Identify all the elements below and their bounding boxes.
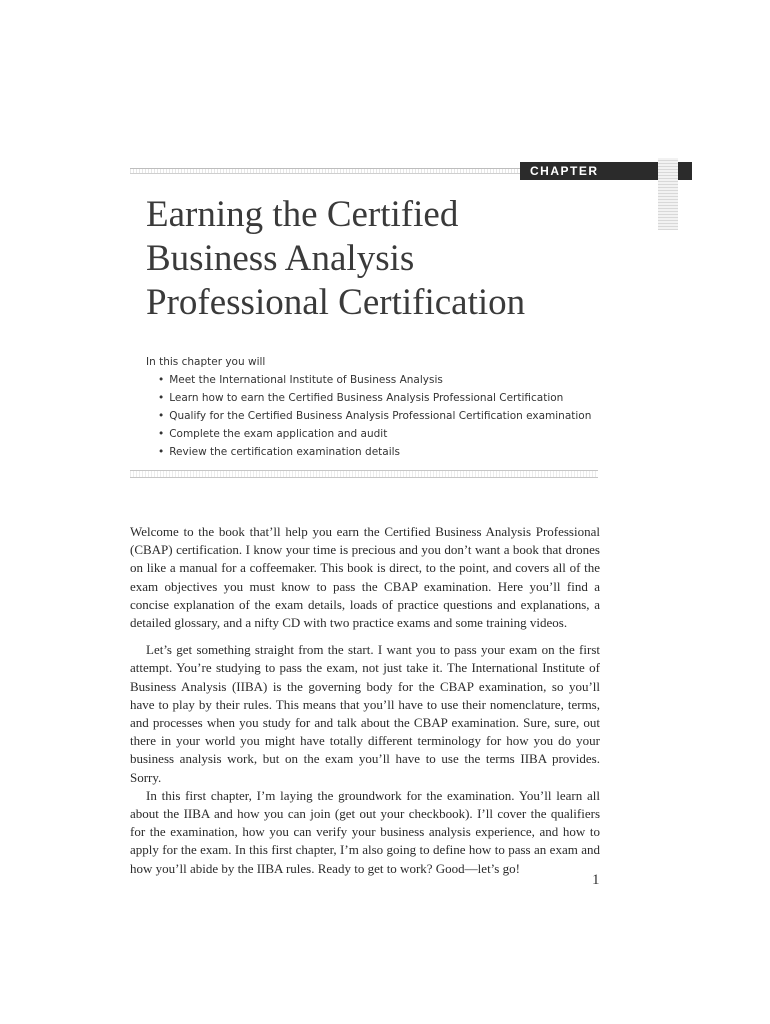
chapter-header-rule: [130, 168, 520, 174]
objective-item: • Learn how to earn the Certified Business Analysis Professional Certification: [158, 389, 606, 407]
objective-item: • Qualify for the Certified Business Analysis Professional Certification examination: [158, 407, 606, 425]
body-paragraph-1: Welcome to the book that’ll help you earn the Certified Business Analysis Professional (CBAP) certification. I know your time is precious and you don’t want a book that drones on like a manual for a coffeemaker. This book is direct, to the point, and covers all of the exam objectives you must know to pass the CBAP examination. Here you’ll find a concise explanation of the exam details, loads of practice questions and explanations, a detailed glossary, and a nifty CD with two practice exams and some training videos.: [130, 524, 600, 631]
body-paragraph-2: Let’s get something straight from the start. I want you to pass your exam on the first attempt. You’re studying to pass the exam, not just take it. The International Institute of Business Analysis (IIBA) is the governing body for the CBAP examination, so you’ll have to play by their rules. This means that you’ll have to use their nomenclature, terms, and processes when you study for and talk about the CBAP examination. Sure, sure, out there in your world you might have totally different terminology for how you do your business analysis work, but on the exam you’ll have to use the terms IIBA provides. Sorry.: [130, 642, 600, 785]
objective-item: • Review the certification examination details: [158, 443, 606, 461]
chapter-title-line-1: Earning the Certified: [146, 194, 459, 235]
objective-item: • Complete the exam application and audit: [158, 425, 606, 443]
objectives-intro: In this chapter you will: [146, 356, 266, 368]
chapter-number-tab: [678, 162, 692, 180]
chapter-title-line-2: Business Analysis: [146, 238, 415, 279]
body-paragraph-3: In this first chapter, I’m laying the groundwork for the examination. You’ll learn all about the IIBA and how you can join (get out your checkbook). I’ll cover the qualifiers for the examination, how you can verify your business analysis experience, and how to apply for the exam. In this first chapter, I’m also going to define how to pass an exam and how you’ll abide by the IIBA rules. Ready to get to work? Good—let’s go!: [130, 787, 600, 876]
body-text: [130, 523, 600, 878]
chapter-title: [146, 193, 646, 325]
chapter-number-block: [658, 158, 678, 230]
chapter-objectives: [146, 353, 606, 461]
objectives-bottom-rule: [130, 470, 598, 478]
objectives-list: [146, 371, 606, 461]
chapter-label: CHAPTER: [520, 162, 658, 180]
objective-item: • Meet the International Institute of Business Analysis: [158, 371, 606, 389]
chapter-title-line-3: Professional Certification: [146, 282, 526, 323]
page-number: 1: [592, 872, 600, 888]
